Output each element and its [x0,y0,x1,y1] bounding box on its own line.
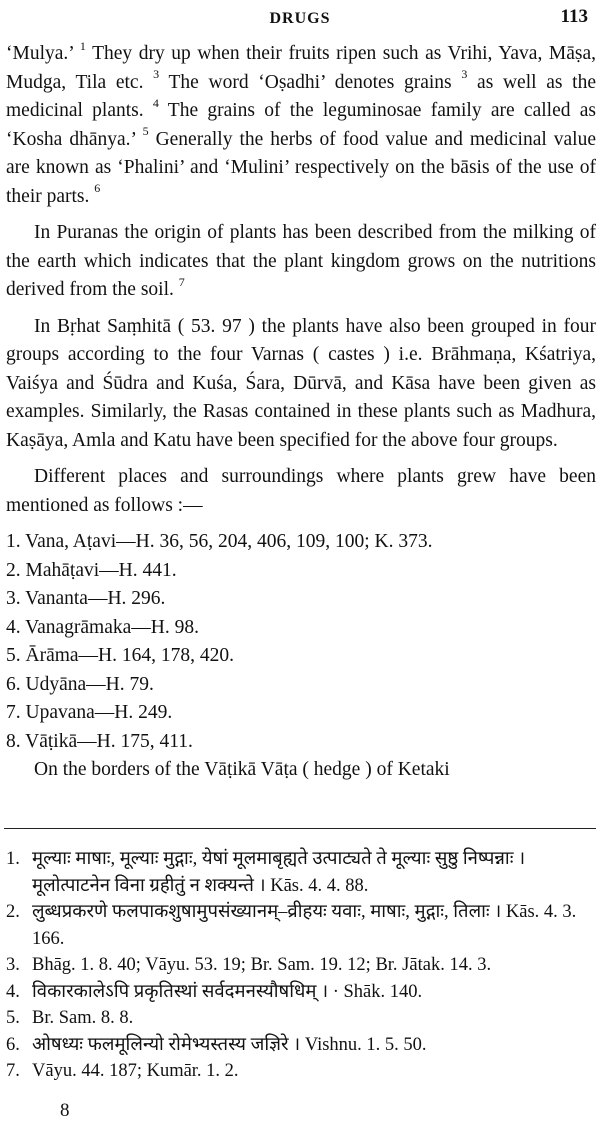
chapter-title: DRUGS [269,10,331,27]
footnote-ref: 6 [94,181,101,195]
paragraph: In Puranas the origin of plants has been described from the milking of the earth which indicates that the plant kingdom grows on the nutritions derived from the soil. $^7$ [6,222,596,300]
footnote-text: ओषध्यः फलमूलिन्यो रोमेभ्यस्तस्य जज्ञिरे । Vishnu. 1. 5. 50. [32,1034,427,1055]
list-item: 3. Vananta—H. 296. [6,588,166,609]
list-item: 8. Vāṭikā—H. 175, 411. [6,730,193,752]
footnote-number: 6. [6,1034,20,1055]
page-number: 113 [560,6,588,27]
footnote-ref: 1 [79,38,86,53]
footnote-number: 1. [6,849,20,869]
footnote-text: मूल्याः माषाः, मूल्याः मुद्गाः, येषां मूलमाबृह्यते उत्पाट्यते ते मूल्याः सुष्ठु निष्पन्नाः । मूलोत्पाटनेन विना ग्रहीतुं न शक्यन्ते । Kās. 4. 4. 88. [32,849,526,896]
list-item: 6. Udyāna—H. 79. [6,673,154,695]
paragraph: Different places and surroundings where plants grew have been mentioned as follows :— [6,466,596,516]
main-text [6,40,596,793]
running-header [0,6,600,34]
list-item: 1. Vana, Aṭavi—H. 36, 56, 204, 406, 109, 100; K. 373. [6,531,433,552]
footnote-ref: 3 [461,67,468,81]
footnotes [6,846,596,1085]
footnote-text: Br. Sam. 8. 8. [32,1008,134,1028]
footnote-number: 3. [6,955,20,975]
footnote-text: विकारकालेऽपि प्रकृतिस्थां सर्वदमनस्यौषधिम् । · Shāk. 140. [32,981,423,1002]
footnote-number: 7. [6,1061,20,1081]
footnote-divider [4,828,596,829]
footnote-number: 5. [6,1008,20,1028]
footnote [6,899,596,952]
paragraph: ‘Mulya.’ $^1$ They dry up when their fruits ripen such as Vrihi, Yava, Māṣa, Mudga, Tila etc. $^3$ The word ‘Oṣadhi’ denotes grains $^3$ as well as the medicinal plants. $^4$ The grains of the leguminosae family are called as ‘Kosha dhānya.’ $^5$ Generally the herbs of food value and medicinal value are known as ‘Phalini’ and ‘Mulini’ respectively on the bāsis of the use of their parts. $^6$ [6,38,596,207]
list-item: 5. Ārāma—H. 164, 178, 420. [6,645,235,666]
list-item: 4. Vanagrāmaka—H. 98. [6,616,199,638]
footnote-ref: 7 [178,274,185,289]
footnote-number: 2. [6,902,20,922]
footnote-text: Bhāg. 1. 8. 40; Vāyu. 53. 19; Br. Sam. 19. 12; Br. Jātak. 14. 3. [32,955,492,975]
list-item: 7. Upavana—H. 249. [6,702,173,723]
footnote-ref: 4 [152,95,159,110]
footnote [6,952,596,979]
paragraphs [6,40,596,520]
footnote-number: 4. [6,981,20,1002]
footnote [6,1058,596,1085]
footnote-text: लुब्धप्रकरणे फलपाकशुषामुपसंख्यानम्–व्रीहयः यवाः, माषाः, मुद्गाः, तिलाः । Kās. 4. 3. 166. [32,902,577,949]
footnote [6,1005,596,1032]
footnote [6,979,596,1006]
footnote [6,1032,596,1059]
places-list [6,528,596,756]
signature-mark: 8 [60,1100,70,1121]
footnote-ref: 5 [142,124,149,138]
footnote-text: Vāyu. 44. 187; Kumār. 1. 2. [32,1061,239,1081]
paragraph: In Bṛhat Saṃhitā ( 53. 97 ) the plants have also been grouped in four groups according to the four Varnas ( castes ) i.e. Brāhmaṇa, Kśatriya, Vaiśya and Śūdra and Kuśa, Śara, Dūrvā, and Kāsa have been given as examples. Similarly, the Rasas contained in these plants such as Madhura, Kaṣāya, Amla and Katu have been specified for the above four groups. [6,315,596,451]
footnote-ref: 3 [153,67,160,81]
list-item: 2. Mahāṭavi—H. 441. [6,559,177,581]
closing-line: On the borders of the Vāṭikā Vāṭa ( hedge ) of Ketaki [34,759,450,780]
footnote [6,846,596,899]
